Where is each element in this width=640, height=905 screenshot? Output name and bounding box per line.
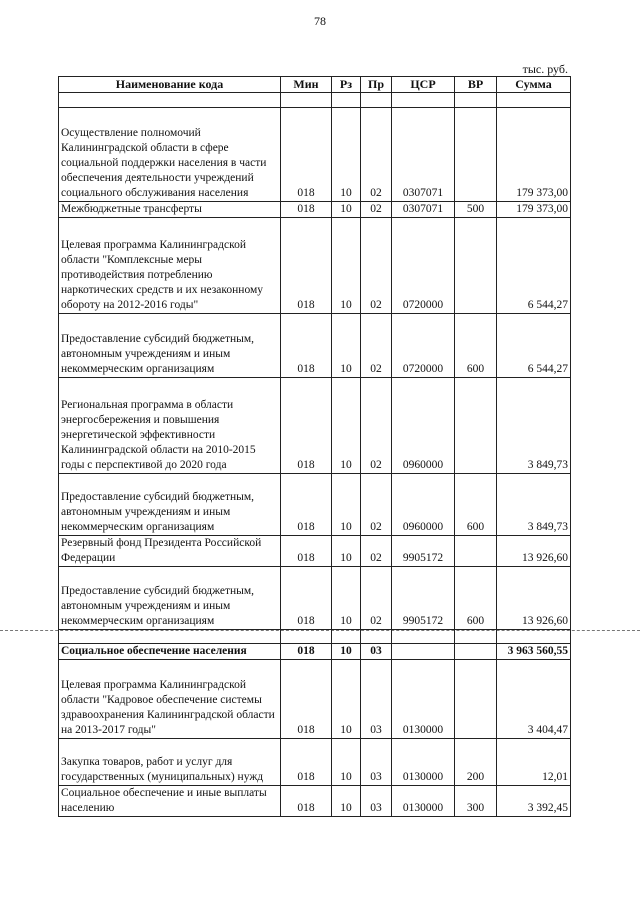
cell-vr [455,536,497,567]
cell-name: Целевая программа Калининградской области "Комплексные меры противодействия потреблению наркотических средств и их незаконному обороту на 2012-2016 годы" [59,218,281,314]
cell-rz: 10 [332,202,361,218]
cell-pr: 03 [361,786,392,817]
cell-vr: 300 [455,786,497,817]
header-csr: ЦСР [392,77,455,93]
cell-rz: 10 [332,218,361,314]
cell-sum: 3 849,73 [497,474,571,536]
cell-name: Социальное обеспечение населения [59,644,281,660]
cell-vr: 200 [455,739,497,786]
cell-min [281,93,332,108]
cell-vr [455,660,497,739]
table-row [59,536,571,567]
cell-sum: 3 963 560,55 [497,644,571,660]
cell-name [59,630,281,644]
cell-min: 018 [281,474,332,536]
cell-sum: 6 544,27 [497,314,571,378]
cell-min: 018 [281,218,332,314]
cell-rz: 10 [332,567,361,630]
cell-rz: 10 [332,660,361,739]
table-row [59,567,571,630]
table-row [59,218,571,314]
table-row [59,474,571,536]
table-row [59,202,571,218]
cell-rz: 10 [332,536,361,567]
cell-csr: 9905172 [392,536,455,567]
header-min: Мин [281,77,332,93]
cell-rz: 10 [332,644,361,660]
cell-pr: 02 [361,218,392,314]
cell-name: Предоставление субсидий бюджетным, автономным учреждениям и иным некоммерческим организациям [59,567,281,630]
cell-pr: 02 [361,202,392,218]
cell-csr: 0130000 [392,739,455,786]
cell-rz: 10 [332,378,361,474]
cell-csr: 0720000 [392,314,455,378]
cell-vr [455,218,497,314]
cell-min: 018 [281,660,332,739]
cell-rz: 10 [332,739,361,786]
cell-sum: 12,01 [497,739,571,786]
table-row [59,630,571,644]
cell-pr [361,630,392,644]
cell-min: 018 [281,536,332,567]
cell-vr: 600 [455,474,497,536]
cell-csr: 0307071 [392,202,455,218]
cell-csr [392,630,455,644]
cell-min: 018 [281,108,332,202]
cell-sum [497,93,571,108]
cell-name: Предоставление субсидий бюджетным, автономным учреждениям и иным некоммерческим организациям [59,314,281,378]
cell-name: Закупка товаров, работ и услуг для государственных (муниципальных) нужд [59,739,281,786]
cell-vr: 500 [455,202,497,218]
cell-sum: 3 392,45 [497,786,571,817]
cell-name: Резервный фонд Президента Российской Федерации [59,536,281,567]
cell-vr [455,644,497,660]
table-header-row [59,77,571,93]
cell-pr: 02 [361,314,392,378]
cell-min [281,630,332,644]
cell-csr: 0307071 [392,108,455,202]
cell-csr: 0720000 [392,218,455,314]
cell-sum: 13 926,60 [497,536,571,567]
cell-pr: 02 [361,378,392,474]
cell-name [59,93,281,108]
table-row [59,644,571,660]
header-sum: Сумма [497,77,571,93]
cell-vr: 600 [455,567,497,630]
cell-sum: 3 404,47 [497,660,571,739]
cell-sum [497,630,571,644]
cell-rz: 10 [332,786,361,817]
cell-vr [455,378,497,474]
cell-pr: 02 [361,474,392,536]
cell-name: Межбюджетные трансферты [59,202,281,218]
cell-sum: 3 849,73 [497,378,571,474]
header-vr: ВР [455,77,497,93]
cell-csr [392,93,455,108]
cell-sum: 179 373,00 [497,202,571,218]
cell-vr: 600 [455,314,497,378]
cell-pr: 03 [361,660,392,739]
cell-vr [455,630,497,644]
cell-vr [455,93,497,108]
cell-min: 018 [281,314,332,378]
cell-pr: 03 [361,644,392,660]
cell-pr [361,93,392,108]
table-row [59,108,571,202]
cell-name: Социальное обеспечение и иные выплаты населению [59,786,281,817]
cell-min: 018 [281,202,332,218]
header-rz: Рз [332,77,361,93]
table-row [59,739,571,786]
cell-csr: 9905172 [392,567,455,630]
cell-sum: 179 373,00 [497,108,571,202]
cell-rz: 10 [332,314,361,378]
cell-vr [455,108,497,202]
table-row [59,786,571,817]
table-row [59,378,571,474]
header-name: Наименование кода [59,77,281,93]
cell-min: 018 [281,567,332,630]
budget-table-container [58,76,570,817]
table-row [59,660,571,739]
cell-name: Предоставление субсидий бюджетным, автономным учреждениям и иным некоммерческим организациям [59,474,281,536]
header-pr: Пр [361,77,392,93]
cell-min: 018 [281,739,332,786]
cell-csr: 0960000 [392,378,455,474]
cell-name: Осуществление полномочий Калининградской области в сфере социальной поддержки населения в части обеспечения деятельности учреждений социального обслуживания населения [59,108,281,202]
cell-rz [332,630,361,644]
cell-csr: 0960000 [392,474,455,536]
cell-pr: 03 [361,739,392,786]
cell-min: 018 [281,378,332,474]
cell-pr: 02 [361,567,392,630]
units-label: тыс. руб. [522,62,568,76]
page-number: 78 [314,14,326,28]
cell-min: 018 [281,644,332,660]
cell-min: 018 [281,786,332,817]
cell-csr: 0130000 [392,786,455,817]
cell-name: Региональная программа в области энергосбережения и повышения энергетической эффективности Калининградской области на 2010-2015 годы с перспективой до 2020 года [59,378,281,474]
cell-sum: 13 926,60 [497,567,571,630]
cell-pr: 02 [361,536,392,567]
cell-rz: 10 [332,474,361,536]
cell-name: Целевая программа Калининградской области "Кадровое обеспечение системы здравоохранения Калининградской области на 2013-2017 годы" [59,660,281,739]
cell-csr: 0130000 [392,660,455,739]
cell-pr: 02 [361,108,392,202]
cell-rz: 10 [332,108,361,202]
cell-rz [332,93,361,108]
budget-table [58,76,571,817]
cell-csr [392,644,455,660]
table-row [59,93,571,108]
table-row [59,314,571,378]
cell-sum: 6 544,27 [497,218,571,314]
